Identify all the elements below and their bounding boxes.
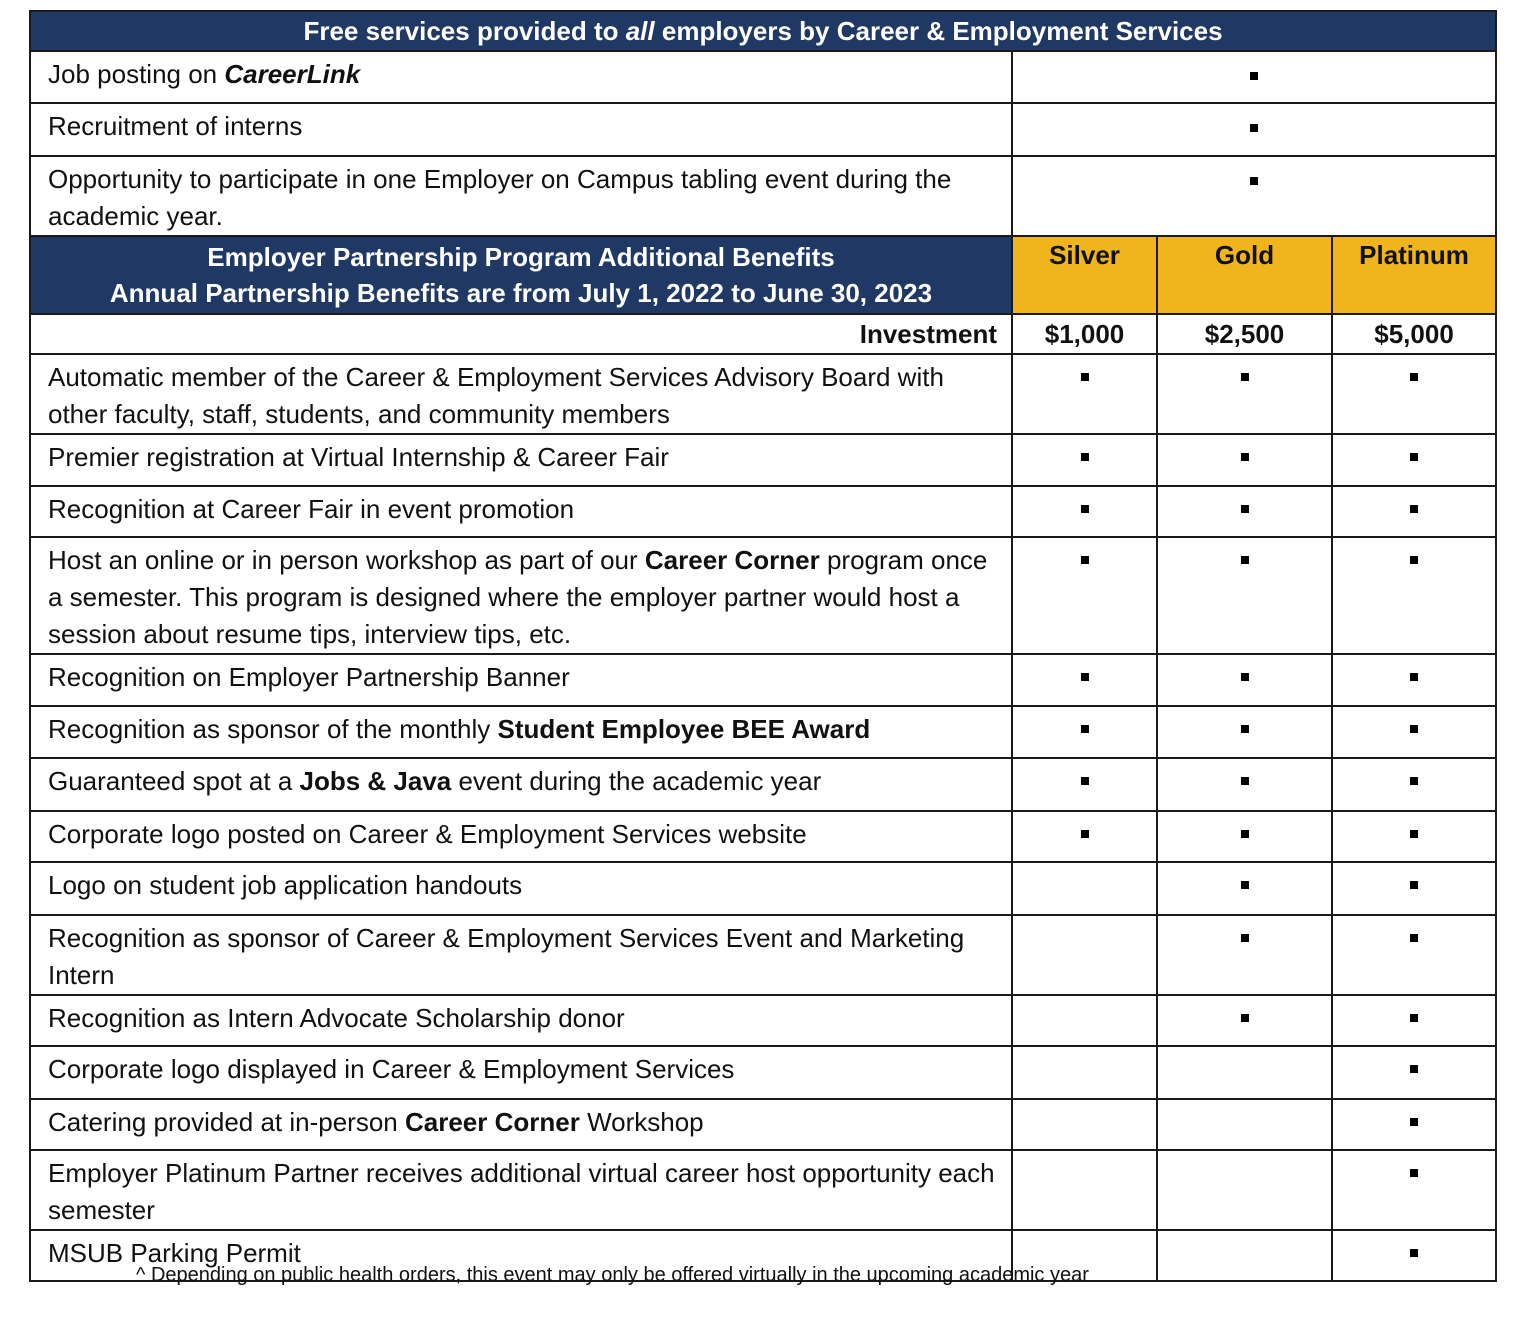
benefit-gold-cell: [1157, 758, 1332, 811]
benefit-silver-cell: [1012, 706, 1157, 758]
benefit-text-after: Workshop: [579, 1107, 704, 1137]
benefit-text: Host an online or in person workshop as part of our: [48, 545, 645, 575]
benefit-gold-cell: [1157, 706, 1332, 758]
bullet-icon: [1241, 505, 1249, 513]
bullet-icon: [1410, 1249, 1418, 1257]
investment-value: $5,000: [1332, 314, 1496, 354]
benefit-platinum-cell: [1332, 862, 1496, 915]
benefit-bold-text: Career Corner: [404, 1107, 580, 1137]
benefit-label: [30, 1099, 1012, 1150]
bullet-icon: [1241, 556, 1249, 564]
bullet-icon: [1241, 453, 1249, 461]
benefit-silver-cell: [1012, 995, 1157, 1046]
benefit-silver-cell: [1012, 915, 1157, 995]
benefit-platinum-cell: [1332, 354, 1496, 434]
benefit-row: [30, 654, 1496, 706]
bullet-icon: [1410, 1014, 1418, 1022]
bullet-icon: [1081, 505, 1089, 513]
benefit-label: [30, 758, 1012, 811]
benefit-platinum-cell: [1332, 811, 1496, 862]
free-service-text: Recruitment of interns: [48, 111, 303, 141]
bullet-icon: [1081, 673, 1089, 681]
free-service-mark-cell: [1012, 103, 1496, 156]
benefit-text: MSUB Parking Permit: [48, 1238, 301, 1268]
free-service-text: Job posting on: [48, 59, 225, 89]
benefit-text: Catering provided at in-person: [48, 1107, 405, 1137]
benefit-gold-cell: [1157, 995, 1332, 1046]
bullet-icon: [1241, 673, 1249, 681]
partnership-header-row: [30, 236, 1496, 314]
benefit-text-after: event during the academic year: [451, 766, 822, 796]
tier-header-gold: Gold: [1157, 236, 1332, 314]
benefits-table: [29, 10, 1497, 1282]
free-service-label: [30, 103, 1012, 156]
benefit-gold-cell: [1157, 1099, 1332, 1150]
benefit-gold-cell: [1157, 862, 1332, 915]
bullet-icon: [1081, 725, 1089, 733]
benefit-gold-cell: [1157, 486, 1332, 537]
benefit-row: [30, 706, 1496, 758]
benefit-platinum-cell: [1332, 1150, 1496, 1230]
bullet-icon: [1241, 934, 1249, 942]
benefit-silver-cell: [1012, 758, 1157, 811]
free-services-header: [30, 11, 1496, 51]
benefit-platinum-cell: [1332, 995, 1496, 1046]
benefit-text: Recognition as Intern Advocate Scholarship donor: [48, 1003, 625, 1033]
bullet-icon: [1410, 881, 1418, 889]
bullet-icon: [1241, 1014, 1249, 1022]
benefit-silver-cell: [1012, 1150, 1157, 1230]
benefit-label: [30, 486, 1012, 537]
benefit-row: [30, 915, 1496, 995]
bullet-icon: [1250, 72, 1258, 80]
benefit-platinum-cell: [1332, 915, 1496, 995]
benefit-text-after: program once a semester. This program is designed where the employer partner would host a session about resume tips, interview tips, etc.: [48, 545, 988, 649]
benefit-gold-cell: [1157, 1150, 1332, 1230]
benefit-text: Corporate logo displayed in Career & Employment Services: [48, 1054, 735, 1084]
benefit-row: [30, 1099, 1496, 1150]
investment-label: Investment: [30, 314, 1012, 354]
benefit-row: [30, 354, 1496, 434]
free-service-row: [30, 156, 1496, 236]
benefit-row: [30, 1150, 1496, 1230]
bullet-icon: [1410, 1169, 1418, 1177]
benefit-label: [30, 1150, 1012, 1230]
bullet-icon: [1241, 830, 1249, 838]
benefit-label: [30, 706, 1012, 758]
benefit-platinum-cell: [1332, 1046, 1496, 1099]
benefit-silver-cell: [1012, 654, 1157, 706]
benefit-text: Recognition on Employer Partnership Banner: [48, 662, 570, 692]
benefit-text: Automatic member of the Career & Employment Services Advisory Board with other faculty, staff, students, and community members: [48, 362, 944, 429]
bullet-icon: [1081, 830, 1089, 838]
benefit-row: [30, 758, 1496, 811]
benefit-row: [30, 995, 1496, 1046]
benefit-text: Logo on student job application handouts: [48, 870, 523, 900]
bullet-icon: [1410, 453, 1418, 461]
benefit-text: Premier registration at Virtual Internship & Career Fair: [48, 442, 669, 472]
benefit-silver-cell: [1012, 434, 1157, 486]
benefit-text: Employer Platinum Partner receives additional virtual career host opportunity each semester: [48, 1158, 995, 1225]
benefit-label: [30, 862, 1012, 915]
free-service-label: [30, 156, 1012, 236]
benefit-label: [30, 537, 1012, 654]
benefit-silver-cell: [1012, 354, 1157, 434]
benefit-bold-text: Jobs & Java: [299, 766, 452, 796]
benefit-row: [30, 1046, 1496, 1099]
footnote: ^ Depending on public health orders, this event may only be offered virtually in the upcoming academic year: [136, 1264, 1089, 1286]
benefit-row: [30, 862, 1496, 915]
bullet-icon: [1241, 881, 1249, 889]
bullet-icon: [1081, 373, 1089, 381]
partnership-title: Employer Partnership Program Additional Benefits: [207, 242, 835, 272]
benefit-label: [30, 1046, 1012, 1099]
benefit-text: Recognition at Career Fair in event promotion: [48, 494, 575, 524]
bullet-icon: [1410, 777, 1418, 785]
benefit-text: Guaranteed spot at a: [48, 766, 300, 796]
benefit-bold-text: Student Employee BEE Award: [497, 714, 871, 744]
benefit-silver-cell: [1012, 811, 1157, 862]
bullet-icon: [1410, 373, 1418, 381]
benefit-text: Recognition as sponsor of Career & Employment Services Event and Marketing Intern: [48, 923, 965, 990]
benefit-platinum-cell: [1332, 1230, 1496, 1281]
bullet-icon: [1410, 673, 1418, 681]
benefit-gold-cell: [1157, 354, 1332, 434]
benefit-gold-cell: [1157, 654, 1332, 706]
benefit-platinum-cell: [1332, 758, 1496, 811]
benefit-platinum-cell: [1332, 654, 1496, 706]
benefit-platinum-cell: [1332, 1099, 1496, 1150]
tier-header-platinum: Platinum: [1332, 236, 1496, 314]
bullet-icon: [1410, 1065, 1418, 1073]
benefit-silver-cell: [1012, 862, 1157, 915]
investment-value: $2,500: [1157, 314, 1332, 354]
bullet-icon: [1410, 1118, 1418, 1126]
bullet-icon: [1241, 373, 1249, 381]
bullet-icon: [1410, 934, 1418, 942]
benefit-silver-cell: [1012, 486, 1157, 537]
free-service-text: Opportunity to participate in one Employer on Campus tabling event during the academic year.: [48, 164, 952, 231]
free-service-mark-cell: [1012, 51, 1496, 103]
free-service-mark-cell: [1012, 156, 1496, 236]
benefit-gold-cell: [1157, 915, 1332, 995]
investment-row: [30, 314, 1496, 354]
benefit-platinum-cell: [1332, 537, 1496, 654]
free-services-header-emph: all: [625, 16, 655, 46]
bullet-icon: [1410, 556, 1418, 564]
bullet-icon: [1081, 556, 1089, 564]
benefit-bold-text: Career Corner: [644, 545, 820, 575]
bullet-icon: [1410, 725, 1418, 733]
benefit-gold-cell: [1157, 1046, 1332, 1099]
free-service-row: [30, 103, 1496, 156]
benefit-platinum-cell: [1332, 706, 1496, 758]
tier-header-silver: Silver: [1012, 236, 1157, 314]
free-service-row: [30, 51, 1496, 103]
benefit-label: [30, 915, 1012, 995]
benefit-platinum-cell: [1332, 486, 1496, 537]
benefit-row: [30, 811, 1496, 862]
bullet-icon: [1241, 725, 1249, 733]
benefit-gold-cell: [1157, 537, 1332, 654]
benefit-gold-cell: [1157, 434, 1332, 486]
benefit-label: [30, 354, 1012, 434]
benefit-silver-cell: [1012, 1099, 1157, 1150]
bullet-icon: [1410, 505, 1418, 513]
benefit-row: [30, 537, 1496, 654]
partnership-header: [30, 236, 1012, 314]
free-services-header-post: employers by Career & Employment Services: [654, 16, 1223, 46]
benefit-row: [30, 486, 1496, 537]
benefit-label: [30, 654, 1012, 706]
bullet-icon: [1250, 124, 1258, 132]
partnership-subtitle: Annual Partnership Benefits are from July 1, 2022 to June 30, 2023: [109, 278, 933, 308]
investment-value: $1,000: [1012, 314, 1157, 354]
bullet-icon: [1081, 453, 1089, 461]
free-service-emph: CareerLink: [224, 59, 361, 89]
benefit-gold-cell: [1157, 811, 1332, 862]
bullet-icon: [1241, 777, 1249, 785]
benefit-silver-cell: [1012, 1046, 1157, 1099]
bullet-icon: [1081, 777, 1089, 785]
free-service-label: [30, 51, 1012, 103]
free-services-header-row: [30, 11, 1496, 51]
benefit-row: [30, 434, 1496, 486]
bullet-icon: [1250, 177, 1258, 185]
benefit-silver-cell: [1012, 537, 1157, 654]
benefit-text: Recognition as sponsor of the monthly: [48, 714, 498, 744]
free-services-header-pre: Free services provided to: [303, 16, 626, 46]
benefit-label: [30, 995, 1012, 1046]
bullet-icon: [1410, 830, 1418, 838]
benefit-label: [30, 811, 1012, 862]
benefit-text: Corporate logo posted on Career & Employment Services website: [48, 819, 807, 849]
benefit-platinum-cell: [1332, 434, 1496, 486]
benefit-label: [30, 434, 1012, 486]
benefit-gold-cell: [1157, 1230, 1332, 1281]
